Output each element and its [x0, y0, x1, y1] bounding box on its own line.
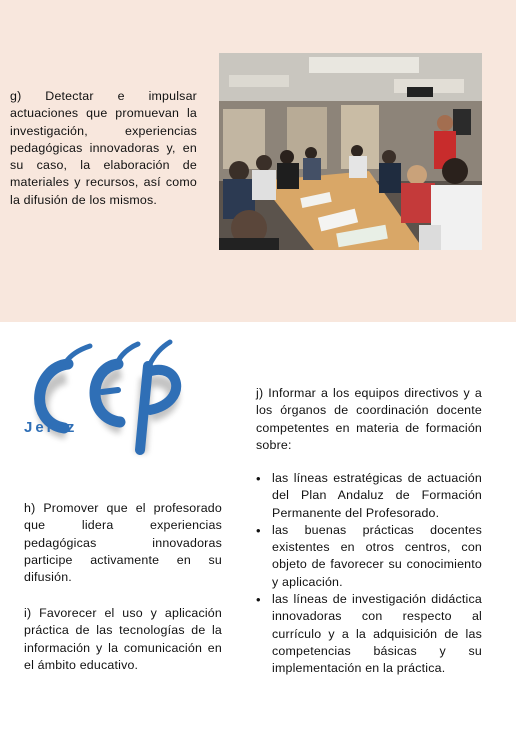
cep-logo-icon	[20, 330, 210, 460]
classroom-meeting-illustration	[219, 53, 482, 250]
section-g-text: g) Detectar e impulsar actuaciones que promuevan la investigación, experiencias pedagógicas innovadoras y, en su caso, la elaboración de materiales y recursos, así como la difusión de los mismos.	[10, 89, 197, 207]
list-item: • las buenas prácticas docentes existentes en otros centros, con objeto de favorecer su conocimiento y aplicación.	[256, 522, 482, 591]
section-j-list	[256, 470, 482, 678]
section-i-text: i) Favorecer el uso y aplicación práctica de las tecnologías de la información y la comunicación en el ámbito educativo.	[24, 606, 222, 672]
cep-jerez-logo	[20, 330, 210, 460]
list-item: • las líneas de investigación didáctica innovadoras con respecto al currículo y a la adquisición de las competencias básicas y su implementación en la práctica.	[256, 591, 482, 677]
logo-word: Jerez	[24, 419, 78, 436]
list-item: • las líneas estratégicas de actuación del Plan Andaluz de Formación Permanente del Profesorado.	[256, 470, 482, 522]
projector-icon	[407, 87, 433, 97]
ceiling-light-icon	[309, 57, 419, 73]
meeting-photo	[219, 53, 482, 250]
section-j-intro: j) Informar a los equipos directivos y a los órganos de coordinación docente competentes en materia de formación sobre:	[256, 386, 482, 452]
section-h-text: h) Promover que el profesorado que lidera experiencias pedagógicas innovadoras participe activamente en su difusión.	[24, 501, 222, 585]
